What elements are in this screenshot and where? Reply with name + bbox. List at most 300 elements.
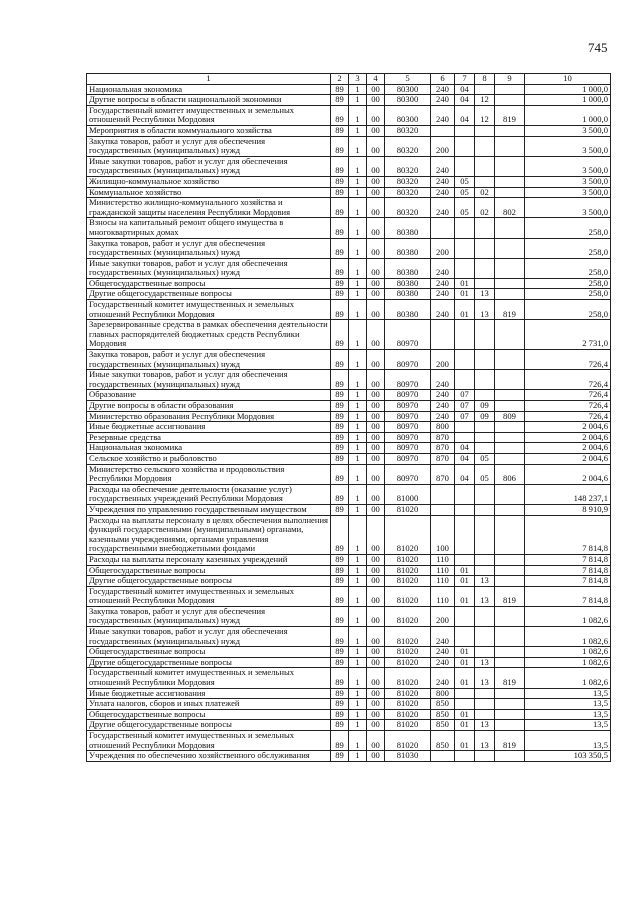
cell-subsection: 13 xyxy=(475,731,495,751)
cell-target-code: 80970 xyxy=(385,390,431,401)
cell-code-3: 1 xyxy=(349,709,367,720)
table-row xyxy=(87,411,611,422)
cell-code-2: 89 xyxy=(331,350,349,370)
cell-ministry-code xyxy=(495,390,525,401)
cell-code-3: 1 xyxy=(349,657,367,668)
cell-code-2: 89 xyxy=(331,370,349,390)
cell-subsection xyxy=(475,647,495,658)
cell-amount: 2 004,6 xyxy=(525,432,611,443)
cell-code-4: 00 xyxy=(367,218,385,238)
cell-target-code: 80970 xyxy=(385,422,431,433)
cell-subsection xyxy=(475,278,495,289)
cell-row-name: Иные закупки товаров, работ и услуг для обеспечения государственных (муниципальных) нужд xyxy=(87,258,331,278)
cell-amount: 1 082,6 xyxy=(525,627,611,647)
cell-row-name: Государственный комитет имущественных и земельных отношений Республики Мордовия xyxy=(87,668,331,688)
table-row xyxy=(87,401,611,412)
table-row xyxy=(87,464,611,484)
cell-amount: 3 500,0 xyxy=(525,176,611,187)
cell-code-3: 1 xyxy=(349,554,367,565)
cell-expense-type: 240 xyxy=(431,95,455,106)
cell-amount: 13,5 xyxy=(525,688,611,699)
cell-subsection xyxy=(475,350,495,370)
cell-section: 01 xyxy=(455,278,475,289)
cell-ministry-code xyxy=(495,218,525,238)
cell-section: 01 xyxy=(455,720,475,731)
cell-section xyxy=(455,688,475,699)
cell-expense-type: 850 xyxy=(431,731,455,751)
cell-expense-type: 800 xyxy=(431,422,455,433)
cell-subsection xyxy=(475,627,495,647)
table-row xyxy=(87,187,611,198)
cell-amount: 2 004,6 xyxy=(525,464,611,484)
cell-target-code: 80970 xyxy=(385,401,431,412)
cell-code-4: 00 xyxy=(367,176,385,187)
cell-target-code: 80320 xyxy=(385,125,431,136)
cell-ministry-code xyxy=(495,401,525,412)
cell-subsection: 09 xyxy=(475,401,495,412)
cell-ministry-code xyxy=(495,350,525,370)
cell-expense-type: 240 xyxy=(431,647,455,658)
cell-section: 07 xyxy=(455,411,475,422)
cell-code-4: 00 xyxy=(367,278,385,289)
cell-ministry-code: 819 xyxy=(495,300,525,320)
cell-row-name: Резервные средства xyxy=(87,432,331,443)
cell-row-name: Общегосударственные вопросы xyxy=(87,565,331,576)
cell-row-name: Закупка товаров, работ и услуг для обеспечения государственных (муниципальных) нужд xyxy=(87,350,331,370)
cell-code-3: 1 xyxy=(349,586,367,606)
cell-section: 01 xyxy=(455,657,475,668)
cell-subsection xyxy=(475,84,495,95)
cell-row-name: Государственный комитет имущественных и земельных отношений Республики Мордовия xyxy=(87,300,331,320)
cell-code-2: 89 xyxy=(331,731,349,751)
table-row xyxy=(87,515,611,554)
cell-code-2: 89 xyxy=(331,464,349,484)
cell-code-3: 1 xyxy=(349,95,367,106)
cell-ministry-code xyxy=(495,453,525,464)
cell-row-name: Национальная экономика xyxy=(87,443,331,454)
cell-amount: 7 814,8 xyxy=(525,586,611,606)
cell-expense-type: 200 xyxy=(431,136,455,156)
cell-section: 07 xyxy=(455,390,475,401)
cell-code-4: 00 xyxy=(367,554,385,565)
cell-subsection: 13 xyxy=(475,576,495,587)
cell-amount: 3 500,0 xyxy=(525,156,611,176)
table-row xyxy=(87,278,611,289)
cell-code-4: 00 xyxy=(367,688,385,699)
cell-row-name: Общегосударственные вопросы xyxy=(87,647,331,658)
cell-target-code: 81020 xyxy=(385,720,431,731)
cell-subsection xyxy=(475,238,495,258)
cell-ministry-code xyxy=(495,422,525,433)
cell-section xyxy=(455,432,475,443)
cell-target-code: 80970 xyxy=(385,370,431,390)
cell-expense-type: 100 xyxy=(431,515,455,554)
cell-amount: 1 082,6 xyxy=(525,647,611,658)
cell-expense-type: 110 xyxy=(431,586,455,606)
page-number: 745 xyxy=(588,40,608,55)
cell-expense-type xyxy=(431,125,455,136)
table-row xyxy=(87,156,611,176)
cell-amount: 3 500,0 xyxy=(525,125,611,136)
cell-row-name: Иные закупки товаров, работ и услуг для обеспечения государственных (муниципальных) нужд xyxy=(87,156,331,176)
cell-ministry-code: 819 xyxy=(495,668,525,688)
cell-target-code: 81020 xyxy=(385,576,431,587)
cell-expense-type xyxy=(431,504,455,515)
cell-code-2: 89 xyxy=(331,105,349,125)
table-row xyxy=(87,84,611,95)
cell-ministry-code xyxy=(495,647,525,658)
table-row xyxy=(87,657,611,668)
cell-row-name: Другие вопросы в области образования xyxy=(87,401,331,412)
cell-amount: 258,0 xyxy=(525,238,611,258)
cell-code-2: 89 xyxy=(331,453,349,464)
cell-subsection xyxy=(475,606,495,626)
cell-code-2: 89 xyxy=(331,657,349,668)
cell-row-name: Другие общегосударственные вопросы xyxy=(87,720,331,731)
cell-subsection: 12 xyxy=(475,95,495,106)
cell-expense-type: 800 xyxy=(431,688,455,699)
cell-subsection xyxy=(475,176,495,187)
cell-subsection xyxy=(475,422,495,433)
cell-ministry-code: 819 xyxy=(495,731,525,751)
cell-section xyxy=(455,515,475,554)
cell-code-4: 00 xyxy=(367,84,385,95)
cell-row-name: Закупка товаров, работ и услуг для обеспечения государственных (муниципальных) нужд xyxy=(87,136,331,156)
cell-subsection xyxy=(475,751,495,762)
cell-target-code: 80300 xyxy=(385,84,431,95)
cell-amount: 7 814,8 xyxy=(525,565,611,576)
cell-expense-type: 870 xyxy=(431,443,455,454)
cell-code-2: 89 xyxy=(331,218,349,238)
cell-amount: 7 814,8 xyxy=(525,554,611,565)
cell-amount: 2 004,6 xyxy=(525,443,611,454)
cell-code-3: 1 xyxy=(349,576,367,587)
cell-code-4: 00 xyxy=(367,95,385,106)
cell-amount: 1 000,0 xyxy=(525,105,611,125)
cell-expense-type: 240 xyxy=(431,289,455,300)
cell-code-3: 1 xyxy=(349,176,367,187)
cell-code-2: 89 xyxy=(331,576,349,587)
cell-code-4: 00 xyxy=(367,576,385,587)
cell-section xyxy=(455,156,475,176)
cell-ministry-code xyxy=(495,504,525,515)
cell-code-4: 00 xyxy=(367,350,385,370)
cell-code-3: 1 xyxy=(349,432,367,443)
cell-code-2: 89 xyxy=(331,668,349,688)
cell-target-code: 81020 xyxy=(385,688,431,699)
cell-row-name: Закупка товаров, работ и услуг для обеспечения государственных (муниципальных) нужд xyxy=(87,606,331,626)
cell-code-3: 1 xyxy=(349,289,367,300)
cell-target-code: 80320 xyxy=(385,176,431,187)
cell-expense-type: 240 xyxy=(431,156,455,176)
cell-target-code: 81030 xyxy=(385,751,431,762)
cell-amount: 7 814,8 xyxy=(525,515,611,554)
cell-target-code: 80380 xyxy=(385,300,431,320)
cell-section xyxy=(455,484,475,504)
cell-subsection: 13 xyxy=(475,300,495,320)
cell-section xyxy=(455,699,475,710)
table-row xyxy=(87,176,611,187)
cell-subsection: 09 xyxy=(475,411,495,422)
cell-row-name: Государственный комитет имущественных и земельных отношений Республики Мордовия xyxy=(87,731,331,751)
cell-subsection: 13 xyxy=(475,720,495,731)
cell-expense-type xyxy=(431,320,455,350)
cell-code-2: 89 xyxy=(331,95,349,106)
cell-target-code: 80380 xyxy=(385,238,431,258)
table-header-row xyxy=(87,74,611,85)
cell-code-3: 1 xyxy=(349,668,367,688)
cell-section: 01 xyxy=(455,565,475,576)
cell-row-name: Уплата налогов, сборов и иных платежей xyxy=(87,699,331,710)
table-row xyxy=(87,136,611,156)
table-row xyxy=(87,484,611,504)
cell-section xyxy=(455,218,475,238)
cell-code-3: 1 xyxy=(349,390,367,401)
cell-code-4: 00 xyxy=(367,187,385,198)
cell-code-3: 1 xyxy=(349,218,367,238)
cell-ministry-code: 819 xyxy=(495,586,525,606)
cell-amount: 13,5 xyxy=(525,720,611,731)
cell-code-3: 1 xyxy=(349,370,367,390)
table-row xyxy=(87,647,611,658)
cell-code-4: 00 xyxy=(367,432,385,443)
cell-code-2: 89 xyxy=(331,515,349,554)
cell-code-3: 1 xyxy=(349,443,367,454)
table-row xyxy=(87,504,611,515)
cell-row-name: Коммунальное хозяйство xyxy=(87,187,331,198)
cell-subsection xyxy=(475,443,495,454)
cell-code-4: 00 xyxy=(367,484,385,504)
cell-code-4: 00 xyxy=(367,565,385,576)
cell-code-2: 89 xyxy=(331,484,349,504)
cell-row-name: Расходы на выплаты персоналу в целях обеспечения выполнения функций государственными (муниципальными) органами, казенными учреждениями, органами управления государственными внебюджетными фондами xyxy=(87,515,331,554)
cell-target-code: 80970 xyxy=(385,453,431,464)
cell-ministry-code xyxy=(495,576,525,587)
cell-target-code: 80320 xyxy=(385,198,431,218)
cell-ministry-code xyxy=(495,565,525,576)
cell-expense-type: 240 xyxy=(431,176,455,187)
cell-amount: 13,5 xyxy=(525,731,611,751)
cell-target-code: 81020 xyxy=(385,586,431,606)
cell-code-4: 00 xyxy=(367,751,385,762)
column-header: 6 xyxy=(431,74,455,85)
cell-code-3: 1 xyxy=(349,156,367,176)
cell-code-3: 1 xyxy=(349,484,367,504)
cell-code-4: 00 xyxy=(367,699,385,710)
cell-section xyxy=(455,258,475,278)
cell-section: 07 xyxy=(455,401,475,412)
cell-amount: 13,5 xyxy=(525,709,611,720)
cell-section: 01 xyxy=(455,668,475,688)
cell-subsection xyxy=(475,320,495,350)
cell-code-3: 1 xyxy=(349,731,367,751)
cell-expense-type: 240 xyxy=(431,370,455,390)
table-row xyxy=(87,289,611,300)
cell-code-4: 00 xyxy=(367,289,385,300)
cell-code-4: 00 xyxy=(367,647,385,658)
cell-ministry-code xyxy=(495,709,525,720)
cell-ministry-code xyxy=(495,443,525,454)
cell-target-code: 80380 xyxy=(385,218,431,238)
cell-code-4: 00 xyxy=(367,370,385,390)
cell-section xyxy=(455,136,475,156)
cell-section xyxy=(455,627,475,647)
cell-code-2: 89 xyxy=(331,504,349,515)
cell-section xyxy=(455,238,475,258)
cell-section: 01 xyxy=(455,586,475,606)
cell-target-code: 80970 xyxy=(385,443,431,454)
table-row xyxy=(87,586,611,606)
cell-code-4: 00 xyxy=(367,657,385,668)
cell-ministry-code xyxy=(495,156,525,176)
cell-code-4: 00 xyxy=(367,258,385,278)
column-header: 4 xyxy=(367,74,385,85)
cell-code-4: 00 xyxy=(367,720,385,731)
cell-section: 05 xyxy=(455,198,475,218)
cell-amount: 3 500,0 xyxy=(525,136,611,156)
cell-amount: 3 500,0 xyxy=(525,187,611,198)
cell-amount: 258,0 xyxy=(525,278,611,289)
table-row xyxy=(87,443,611,454)
cell-subsection xyxy=(475,688,495,699)
cell-code-2: 89 xyxy=(331,320,349,350)
cell-expense-type: 240 xyxy=(431,300,455,320)
cell-ministry-code xyxy=(495,136,525,156)
cell-amount: 726,4 xyxy=(525,370,611,390)
cell-section: 04 xyxy=(455,464,475,484)
cell-code-2: 89 xyxy=(331,688,349,699)
table-row xyxy=(87,668,611,688)
cell-ministry-code xyxy=(495,688,525,699)
cell-target-code: 80380 xyxy=(385,278,431,289)
cell-subsection xyxy=(475,370,495,390)
cell-code-3: 1 xyxy=(349,751,367,762)
cell-code-3: 1 xyxy=(349,187,367,198)
cell-target-code: 80970 xyxy=(385,350,431,370)
cell-row-name: Расходы на выплаты персоналу казенных учреждений xyxy=(87,554,331,565)
cell-code-4: 00 xyxy=(367,198,385,218)
cell-code-3: 1 xyxy=(349,198,367,218)
cell-target-code: 80970 xyxy=(385,320,431,350)
cell-amount: 2 004,6 xyxy=(525,422,611,433)
cell-ministry-code xyxy=(495,627,525,647)
cell-target-code: 81000 xyxy=(385,484,431,504)
cell-row-name: Учреждения по обеспечению хозяйственного обслуживания xyxy=(87,751,331,762)
table-row xyxy=(87,699,611,710)
cell-code-2: 89 xyxy=(331,278,349,289)
cell-amount: 258,0 xyxy=(525,289,611,300)
cell-row-name: Другие общегосударственные вопросы xyxy=(87,289,331,300)
cell-code-2: 89 xyxy=(331,709,349,720)
cell-target-code: 81020 xyxy=(385,554,431,565)
cell-row-name: Другие общегосударственные вопросы xyxy=(87,657,331,668)
cell-row-name: Жилищно-коммунальное хозяйство xyxy=(87,176,331,187)
table-row xyxy=(87,709,611,720)
cell-expense-type: 240 xyxy=(431,198,455,218)
cell-ministry-code xyxy=(495,720,525,731)
table-row xyxy=(87,688,611,699)
cell-row-name: Государственный комитет имущественных и земельных отношений Республики Мордовия xyxy=(87,105,331,125)
cell-expense-type: 110 xyxy=(431,554,455,565)
cell-code-4: 00 xyxy=(367,668,385,688)
cell-ministry-code: 809 xyxy=(495,411,525,422)
cell-section xyxy=(455,422,475,433)
cell-code-3: 1 xyxy=(349,504,367,515)
cell-code-2: 89 xyxy=(331,720,349,731)
cell-code-4: 00 xyxy=(367,586,385,606)
cell-target-code: 80320 xyxy=(385,136,431,156)
column-header: 5 xyxy=(385,74,431,85)
cell-code-2: 89 xyxy=(331,586,349,606)
cell-target-code: 81020 xyxy=(385,565,431,576)
cell-amount: 1 000,0 xyxy=(525,84,611,95)
cell-amount: 258,0 xyxy=(525,258,611,278)
column-header: 10 xyxy=(525,74,611,85)
cell-subsection xyxy=(475,565,495,576)
cell-code-4: 00 xyxy=(367,401,385,412)
cell-code-3: 1 xyxy=(349,515,367,554)
cell-code-4: 00 xyxy=(367,453,385,464)
cell-expense-type xyxy=(431,751,455,762)
cell-expense-type: 240 xyxy=(431,401,455,412)
cell-ministry-code xyxy=(495,176,525,187)
cell-row-name: Национальная экономика xyxy=(87,84,331,95)
cell-code-4: 00 xyxy=(367,443,385,454)
cell-expense-type: 870 xyxy=(431,453,455,464)
cell-section xyxy=(455,504,475,515)
cell-ministry-code xyxy=(495,238,525,258)
table-row xyxy=(87,422,611,433)
cell-expense-type: 110 xyxy=(431,565,455,576)
cell-expense-type: 240 xyxy=(431,657,455,668)
cell-ministry-code xyxy=(495,289,525,300)
cell-subsection: 13 xyxy=(475,657,495,668)
cell-ministry-code xyxy=(495,699,525,710)
cell-ministry-code xyxy=(495,84,525,95)
cell-subsection xyxy=(475,504,495,515)
column-header: 8 xyxy=(475,74,495,85)
cell-expense-type: 240 xyxy=(431,187,455,198)
cell-code-4: 00 xyxy=(367,606,385,626)
cell-row-name: Иные бюджетные ассигнования xyxy=(87,422,331,433)
cell-ministry-code xyxy=(495,125,525,136)
cell-amount: 1 082,6 xyxy=(525,606,611,626)
table-row xyxy=(87,432,611,443)
cell-code-3: 1 xyxy=(349,453,367,464)
cell-code-2: 89 xyxy=(331,300,349,320)
cell-row-name: Министерство образования Республики Мордовия xyxy=(87,411,331,422)
cell-code-3: 1 xyxy=(349,300,367,320)
cell-code-4: 00 xyxy=(367,156,385,176)
cell-target-code: 81020 xyxy=(385,731,431,751)
cell-subsection xyxy=(475,258,495,278)
cell-row-name: Взносы на капитальный ремонт общего имущества в многоквартирных домах xyxy=(87,218,331,238)
cell-code-3: 1 xyxy=(349,105,367,125)
cell-target-code: 80380 xyxy=(385,258,431,278)
cell-expense-type: 240 xyxy=(431,668,455,688)
table-row xyxy=(87,576,611,587)
cell-ministry-code xyxy=(495,258,525,278)
cell-subsection xyxy=(475,484,495,504)
cell-code-2: 89 xyxy=(331,401,349,412)
cell-section xyxy=(455,320,475,350)
cell-expense-type: 850 xyxy=(431,709,455,720)
cell-row-name: Мероприятия в области коммунального хозяйства xyxy=(87,125,331,136)
cell-row-name: Другие вопросы в области национальной экономики xyxy=(87,95,331,106)
cell-code-2: 89 xyxy=(331,390,349,401)
cell-code-2: 89 xyxy=(331,176,349,187)
cell-code-3: 1 xyxy=(349,278,367,289)
